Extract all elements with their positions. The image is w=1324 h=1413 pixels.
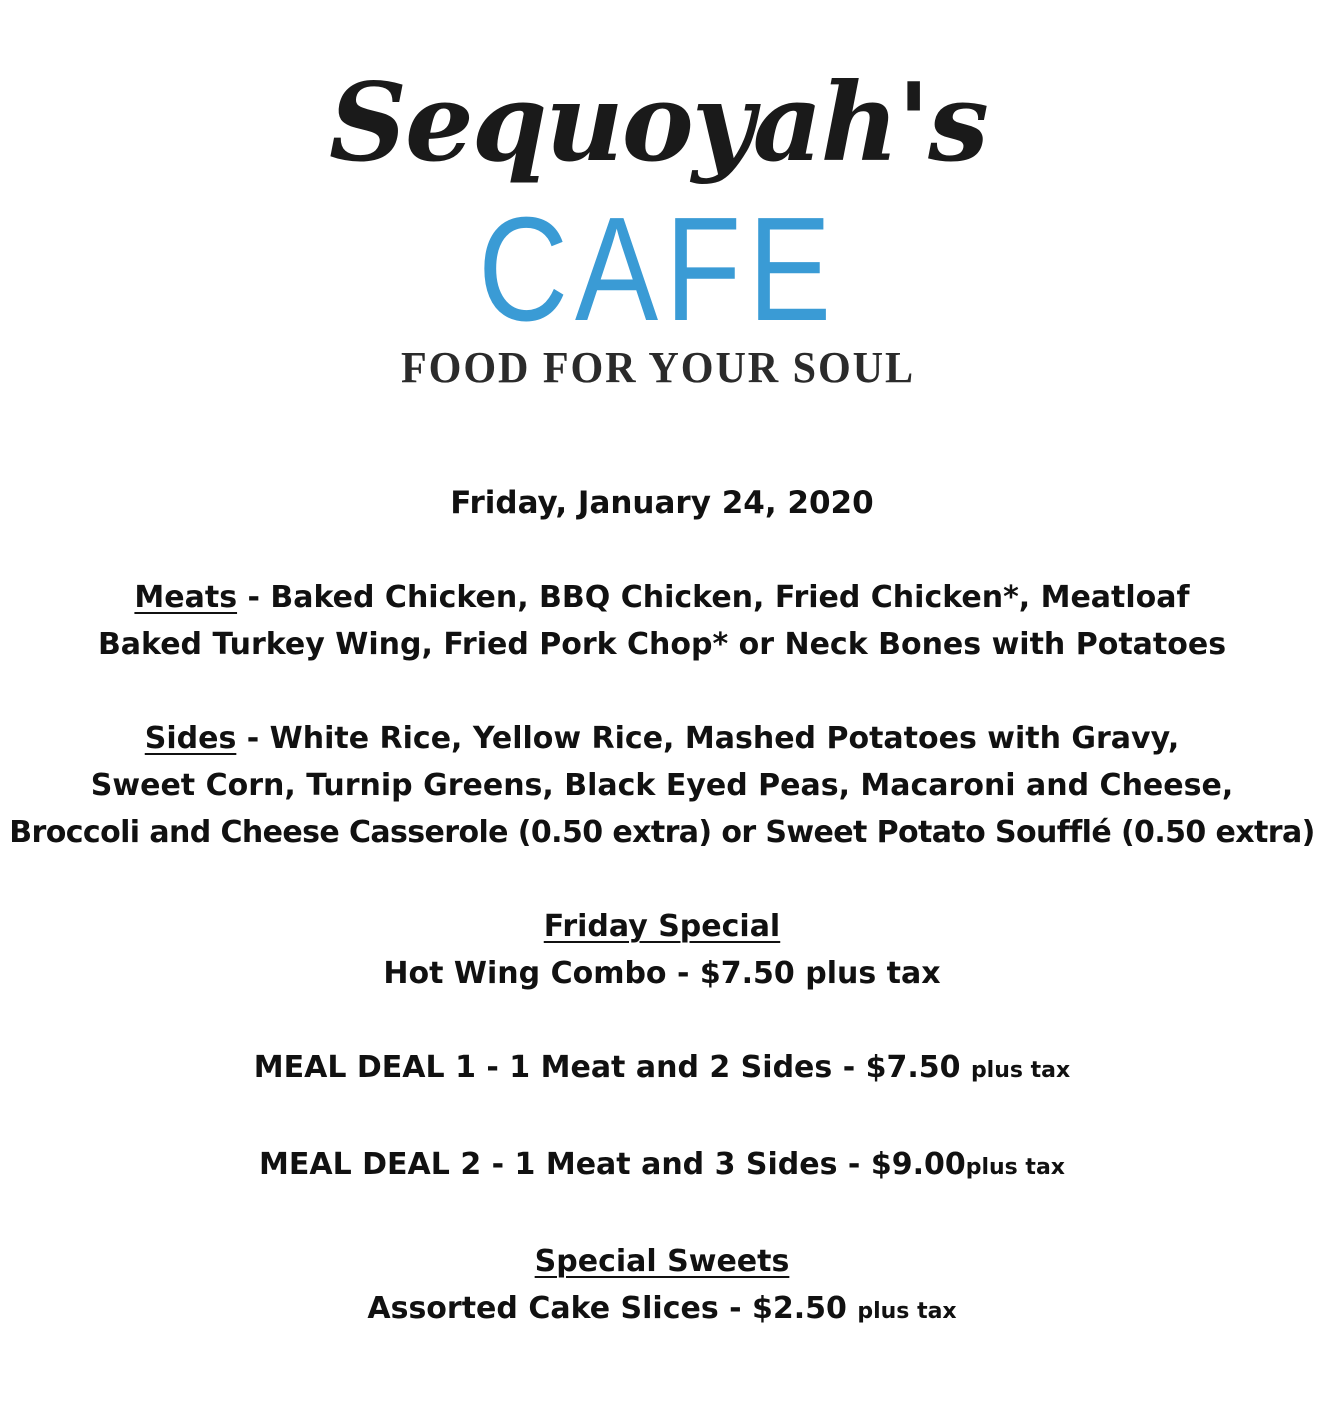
- sides-line-3: Broccoli and Cheese Casserole (0.50 extra) or Sweet Potato Soufflé (0.50 extra): [9, 815, 1315, 850]
- meal-deal-1: [0, 1044, 1324, 1094]
- sides-label: Sides: [144, 721, 237, 756]
- sides-line-1: [0, 715, 1324, 762]
- meal-deal-2-tax: plus tax: [965, 1155, 1065, 1180]
- meats-label: Meats: [134, 580, 238, 615]
- cafe-logo: [0, 55, 1324, 395]
- special-sweets-label: Special Sweets: [534, 1244, 790, 1279]
- friday-special-item: Hot Wing Combo - $7.50 plus tax: [383, 956, 941, 991]
- sides-items-1: - White Rice, Yellow Rice, Mashed Potatoes with Gravy,: [236, 721, 1180, 756]
- special-sweets-text: Assorted Cake Slices - $2.50: [367, 1291, 858, 1326]
- logo-script-name: Sequoyah's: [329, 60, 987, 186]
- meats-line-1: [0, 574, 1324, 621]
- meal-deal-2: [0, 1141, 1324, 1191]
- logo-cafe-word: CAFE: [478, 187, 838, 352]
- meal-deal-2-text: MEAL DEAL 2 - 1 Meat and 3 Sides - $9.00: [259, 1147, 966, 1182]
- meal-deal-1-tax: plus tax: [970, 1058, 1071, 1083]
- meats-line-2: Baked Turkey Wing, Fried Pork Chop* or Neck Bones with Potatoes: [97, 627, 1227, 662]
- meats-items-1: - Baked Chicken, BBQ Chicken, Fried Chicken*, Meatloaf: [237, 580, 1190, 615]
- special-sweets-tax: plus tax: [857, 1299, 957, 1324]
- logo-tagline: FOOD FOR YOUR SOUL: [401, 343, 915, 392]
- sides-line-2: Sweet Corn, Turnip Greens, Black Eyed Peas, Macaroni and Cheese,: [90, 768, 1234, 803]
- friday-special-label: Friday Special: [543, 909, 781, 944]
- daily-menu: [0, 480, 1324, 1335]
- menu-date: Friday, January 24, 2020: [450, 485, 874, 521]
- friday-special-heading: [0, 903, 1324, 950]
- special-sweets-heading: [0, 1238, 1324, 1285]
- special-sweets-item: [0, 1285, 1324, 1335]
- meal-deal-1-text: MEAL DEAL 1 - 1 Meat and 2 Sides - $7.50: [253, 1050, 971, 1085]
